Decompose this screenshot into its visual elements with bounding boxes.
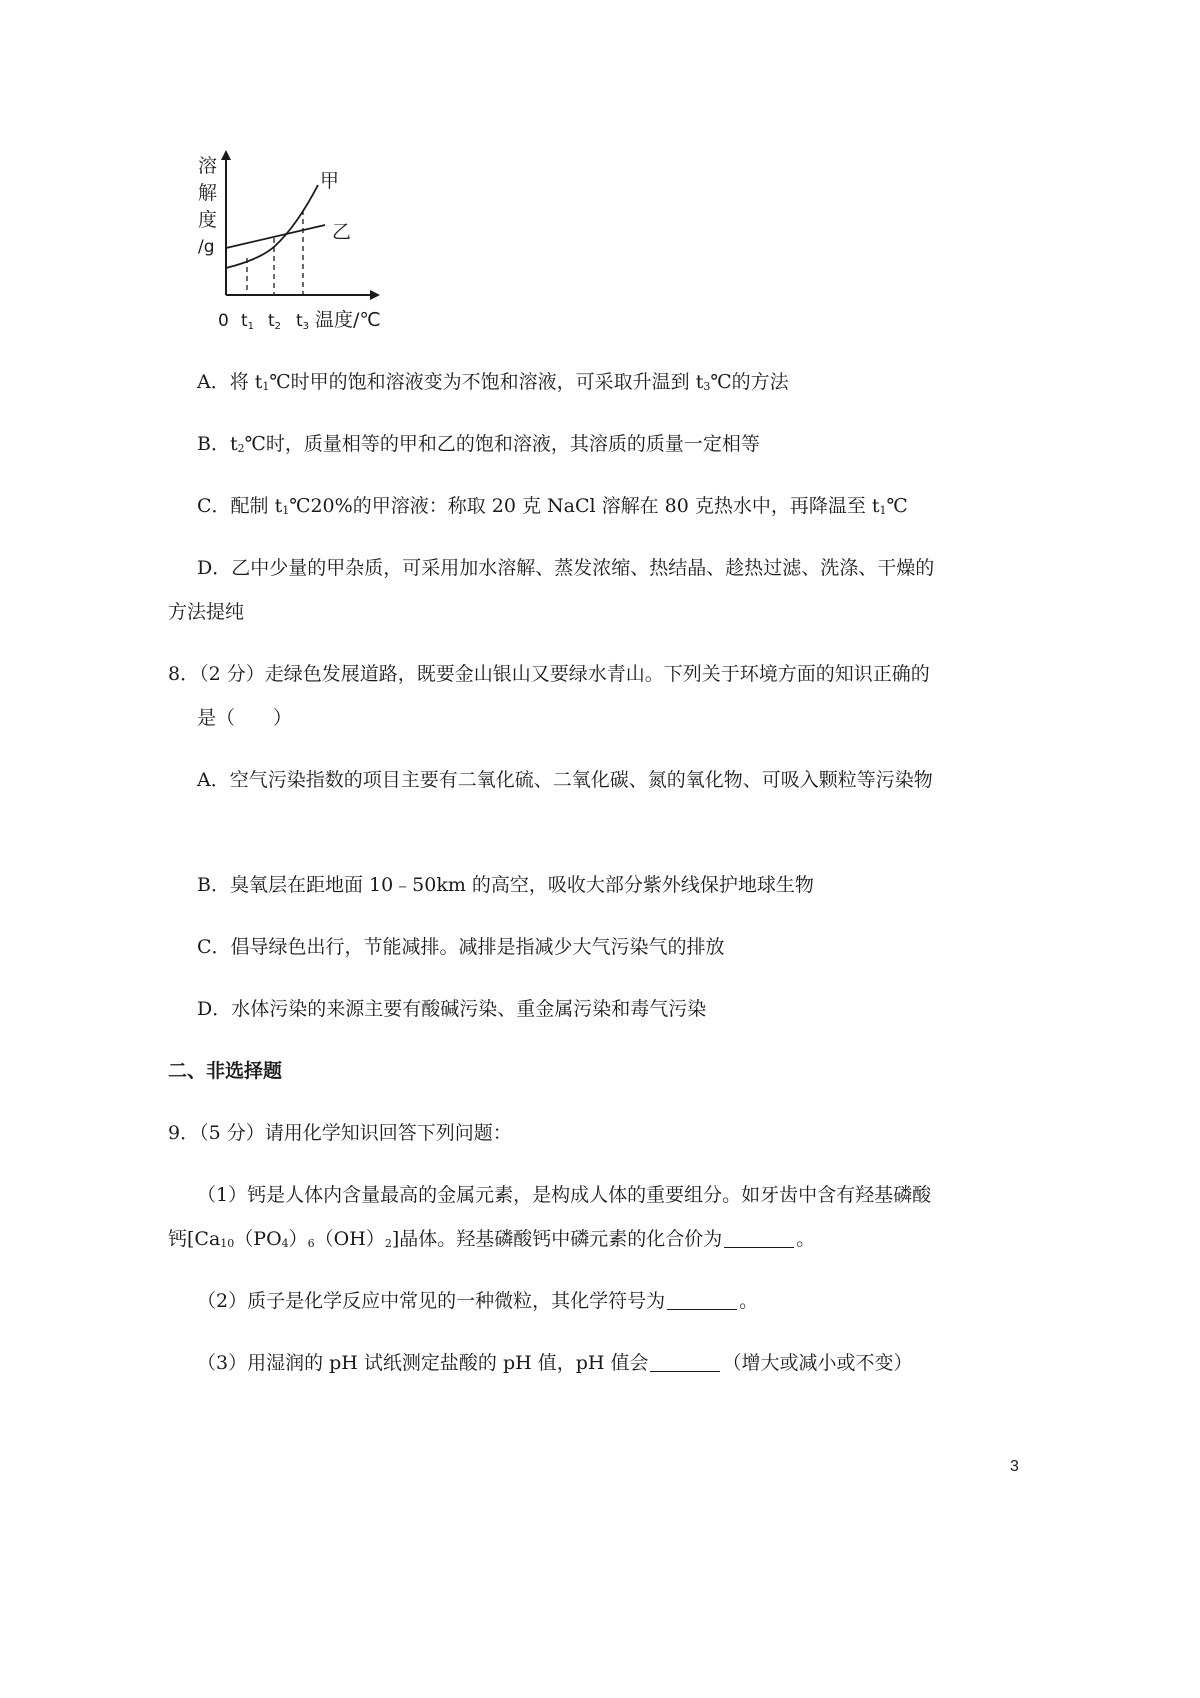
q8-stem-line2: 是（ ） — [197, 707, 293, 729]
answer-blank-3[interactable] — [650, 1353, 720, 1372]
y-label-1: 溶 — [198, 155, 218, 177]
q7-option-a: A．将 $t_1℃$时甲的饱和溶液变为不饱和溶液，可采取升温到 $t_3℃$的方法 — [197, 371, 789, 393]
q8-option-b: B．臭氧层在距地面 10﹣50km 的高空，吸收大部分紫外线保护地球生物 — [197, 874, 814, 896]
solubility-graph — [190, 150, 400, 340]
x-label: 温度/℃ — [315, 309, 381, 331]
q8-option-a: A．空气污染指数的项目主要有二氧化硫、二氧化碳、氮的氧化物、可吸入颗粒等污染物 — [197, 769, 933, 791]
q7-option-d-line2: 方法提纯 — [168, 601, 245, 623]
q7-option-b: B．$t_2℃$时，质量相等的甲和乙的饱和溶液，其溶质的质量一定相等 — [197, 433, 760, 455]
q9-part1-line2: 钙$[Ca_{10}(PO_4)_6(OH)_2]$晶体。羟基磷酸钙中磷元素的化合价为 。 — [168, 1228, 816, 1250]
page-number: 3 — [1010, 1458, 1019, 1475]
q7-option-d-line1: D．乙中少量的甲杂质，可采用加水溶解、蒸发浓缩、热结晶、趁热过滤、洗涤、干燥的 — [197, 557, 935, 579]
tick-t3: t3 — [296, 311, 310, 332]
y-label-3: 度 — [198, 209, 218, 231]
answer-blank-2[interactable] — [667, 1291, 737, 1310]
tick-t2: t2 — [268, 311, 282, 332]
q8-option-d: D．水体污染的来源主要有酸碱污染、重金属污染和毒气污染 — [197, 998, 707, 1020]
q9-part1-line1: （1）钙是人体内含量最高的金属元素，是构成人体的重要组分。如牙齿中含有羟基磷酸 — [197, 1184, 932, 1206]
q7-option-c: C．配制 $t_1℃20\%$的甲溶液：称取 20 克 NaCl 溶解在 80 克热水中，再降温至 $t_1℃$ — [197, 495, 908, 517]
section-heading: 二、非选择题 — [168, 1060, 283, 1082]
q8-option-c: C．倡导绿色出行，节能减排。减排是指减少大气污染气的排放 — [197, 936, 725, 958]
origin-label: 0 — [218, 311, 229, 331]
label-yi: 乙 — [332, 221, 352, 243]
q9-part3: （3）用湿润的 pH 试纸测定盐酸的 pH 值，pH 值会 （增大或减小或不变） — [197, 1352, 913, 1374]
x-axis-arrow — [370, 290, 380, 300]
y-label-2: 解 — [198, 182, 218, 204]
curve-jia — [226, 185, 318, 268]
q8-stem-line1: 8．（2 分）走绿色发展道路，既要金山银山又要绿水青山。下列关于环境方面的知识正确的 — [168, 663, 930, 685]
answer-blank-1[interactable] — [724, 1229, 794, 1248]
q9-part2: （2）质子是化学反应中常见的一种微粒，其化学符号为 。 — [197, 1290, 759, 1312]
y-axis-arrow — [221, 150, 231, 160]
tick-t1: t1 — [241, 311, 255, 332]
label-jia: 甲 — [320, 170, 340, 192]
q9-stem: 9．（5 分）请用化学知识回答下列问题： — [168, 1122, 512, 1144]
y-label-4: /g — [198, 237, 215, 257]
